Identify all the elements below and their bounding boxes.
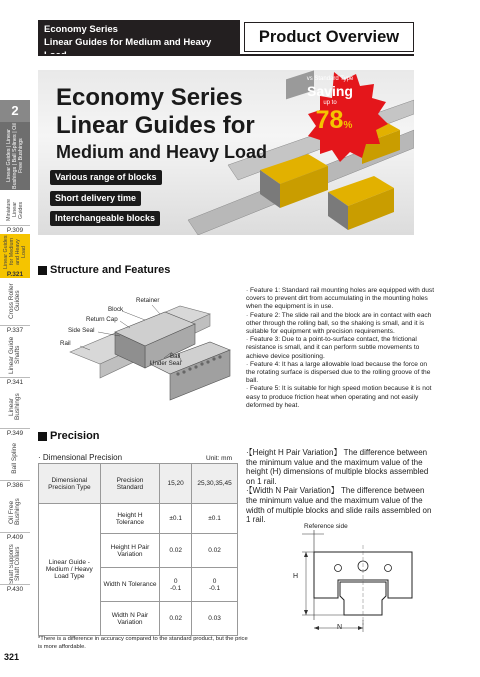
row-label: Height H Tolerance: [100, 504, 160, 534]
variation-height-text: ·【Height H Pair Variation】 The difference between the minimum value and the maximum value of the height (H) dimensions of multiple blocks assembled on 1 rail.: [246, 448, 429, 486]
feature-list: [246, 287, 436, 410]
side-tab-oil-free[interactable]: Oil Free Bushings: [8, 498, 21, 526]
hero-title-line3: Medium and Heavy Load: [56, 142, 268, 162]
badge-percent: [288, 106, 380, 135]
row-value: ±0.1: [192, 504, 238, 534]
standard-header: Precision Standard: [100, 464, 160, 504]
badge-percent-sign: %: [343, 120, 353, 131]
side-page-ref-2: P.321: [0, 270, 30, 278]
row-value: 0.03: [192, 602, 238, 636]
header-subtitle: Linear Guides for Medium and Heavy: [44, 37, 212, 48]
rail-section-figure: [262, 520, 432, 650]
header-series: Economy Series: [44, 24, 118, 35]
size-col1: 15,20: [160, 464, 192, 504]
label-rail: Rail: [60, 340, 71, 347]
variation-width-text: ·【Width N Pair Variation】 The difference between the minimum value and the maximum value of the width of multiple blocks and slide rails assembled on 1 rail.: [246, 486, 432, 525]
label-under-seal: Under Seal: [150, 360, 181, 367]
precision-table: [38, 463, 238, 636]
feature-1: · Feature 1: Standard rail mounting holes are equipped with dust covers to prevent dirt from accumulating in the mounting holes when the equipment is in use.: [246, 287, 435, 311]
badge-saving: Saving: [307, 83, 353, 99]
side-tab-miniature[interactable]: Miniature Linear Guides: [6, 198, 24, 222]
heading-square-icon: [38, 266, 47, 275]
structure-diagram: [60, 292, 240, 402]
hero-title: [56, 84, 267, 164]
row-value: 0 -0.1: [192, 568, 238, 602]
section-title-box: [244, 22, 414, 52]
row-value: 0.02: [160, 602, 192, 636]
reference-side-label: Reference side: [304, 523, 348, 530]
table-row: [39, 504, 238, 534]
variation-text: [246, 448, 436, 525]
label-return-cap: Return Cap: [86, 316, 118, 323]
feature-4: · Feature 4: It has a large allowable load because the force on the rotating surface is dispersed due to the rolling groove of the ball.: [246, 360, 431, 385]
table-row: [39, 464, 238, 504]
side-tab-cross-roller[interactable]: Cross Roller Guides: [8, 283, 21, 319]
side-page-ref-8: P.430: [0, 584, 30, 593]
chapter-number: 2: [0, 100, 30, 122]
side-tab-shafts[interactable]: Linear Guide Shafts: [8, 336, 21, 374]
side-tab-ball-spline[interactable]: Ball Spline: [11, 442, 18, 474]
label-retainer: Retainer: [136, 297, 160, 304]
side-page-ref-1: P.309: [0, 225, 30, 234]
height-h-label: H: [293, 573, 299, 580]
group-label: Linear Guide - Medium / Heavy Load Type: [39, 504, 101, 636]
feature-pill-2: Short delivery time: [50, 191, 141, 206]
label-side-seal: Side Seal: [68, 327, 95, 334]
side-page-ref-7: P.409: [0, 532, 30, 541]
row-value: 0.02: [160, 534, 192, 568]
unit-label: Unit: mm: [206, 455, 232, 462]
precision-heading: [38, 430, 100, 442]
row-value: ±0.1: [160, 504, 192, 534]
badge-percent-value: 78: [315, 106, 344, 134]
size-col2: 25,30,35,45: [192, 464, 238, 504]
page-number: 321: [4, 652, 20, 662]
hero-banner: [38, 70, 414, 235]
width-n-label: N: [337, 624, 343, 631]
side-tab-chapter[interactable]: Linear Guides | Linear Bushings | Ball Splines | Oil Free Bushings: [6, 123, 24, 189]
badge-up-to: up to: [323, 100, 337, 106]
side-page-ref-5: P.349: [0, 428, 30, 437]
structure-heading: [38, 264, 170, 276]
feature-2: · Feature 2: The slide rail and the block are in contact with each other through the rolling ball, so the shaking is small, and it is suitable for equipment with precision requirements.: [246, 311, 432, 336]
side-page-ref-3: P.337: [0, 325, 30, 334]
header-rule: [38, 54, 414, 56]
side-index: [0, 100, 30, 610]
precision-heading-text: Precision: [50, 430, 100, 442]
label-block: Block: [108, 306, 124, 313]
hero-title-line2: Linear Guides for: [56, 112, 255, 139]
feature-5: · Feature 5: It is suitable for high speed motion because it is not easy to produce friction heat when operating and not easily deformed by heat.: [246, 385, 432, 409]
feature-3: · Feature 3: Due to a point-to-surface contact, the frictional resistance is small, and it can perform subtle movements to achieve device positioning.: [246, 336, 420, 360]
row-label: Height H Pair Variation: [100, 534, 160, 568]
row-value: 0.02: [192, 534, 238, 568]
structure-heading-text: Structure and Features: [50, 264, 171, 276]
hero-title-line1: Economy Series: [56, 84, 243, 111]
heading-square-icon: [38, 432, 47, 441]
header-series-box: [38, 20, 240, 54]
section-title: Product Overview: [258, 28, 400, 46]
footnote: *There is a difference in accuracy compared to the standard product, but the price is more affordable.: [38, 636, 248, 650]
side-page-ref-6: P.386: [0, 480, 30, 489]
row-label: Width N Pair Variation: [100, 602, 160, 636]
feature-pill-3: Interchangeable blocks: [50, 211, 160, 226]
side-tab-bushings[interactable]: Linear Bushings: [8, 393, 21, 421]
type-header: Dimensional Precision Type: [39, 464, 101, 504]
label-ball: Ball: [170, 353, 181, 360]
side-tab-medium-heavy[interactable]: Linear Guides for Medium and Heavy Load: [3, 235, 27, 269]
feature-pill-1: Various range of blocks: [50, 170, 162, 185]
side-page-ref-4: P.341: [0, 377, 30, 386]
row-label: Width N Tolerance: [100, 568, 160, 602]
side-tab-shaft-supports[interactable]: Shaft Supports Shaft Collars: [9, 544, 21, 584]
badge-vs: vs Standard Type: [306, 76, 354, 82]
dimensional-precision-label: · Dimensional Precision: [38, 453, 123, 462]
row-value: 0 -0.1: [160, 568, 192, 602]
